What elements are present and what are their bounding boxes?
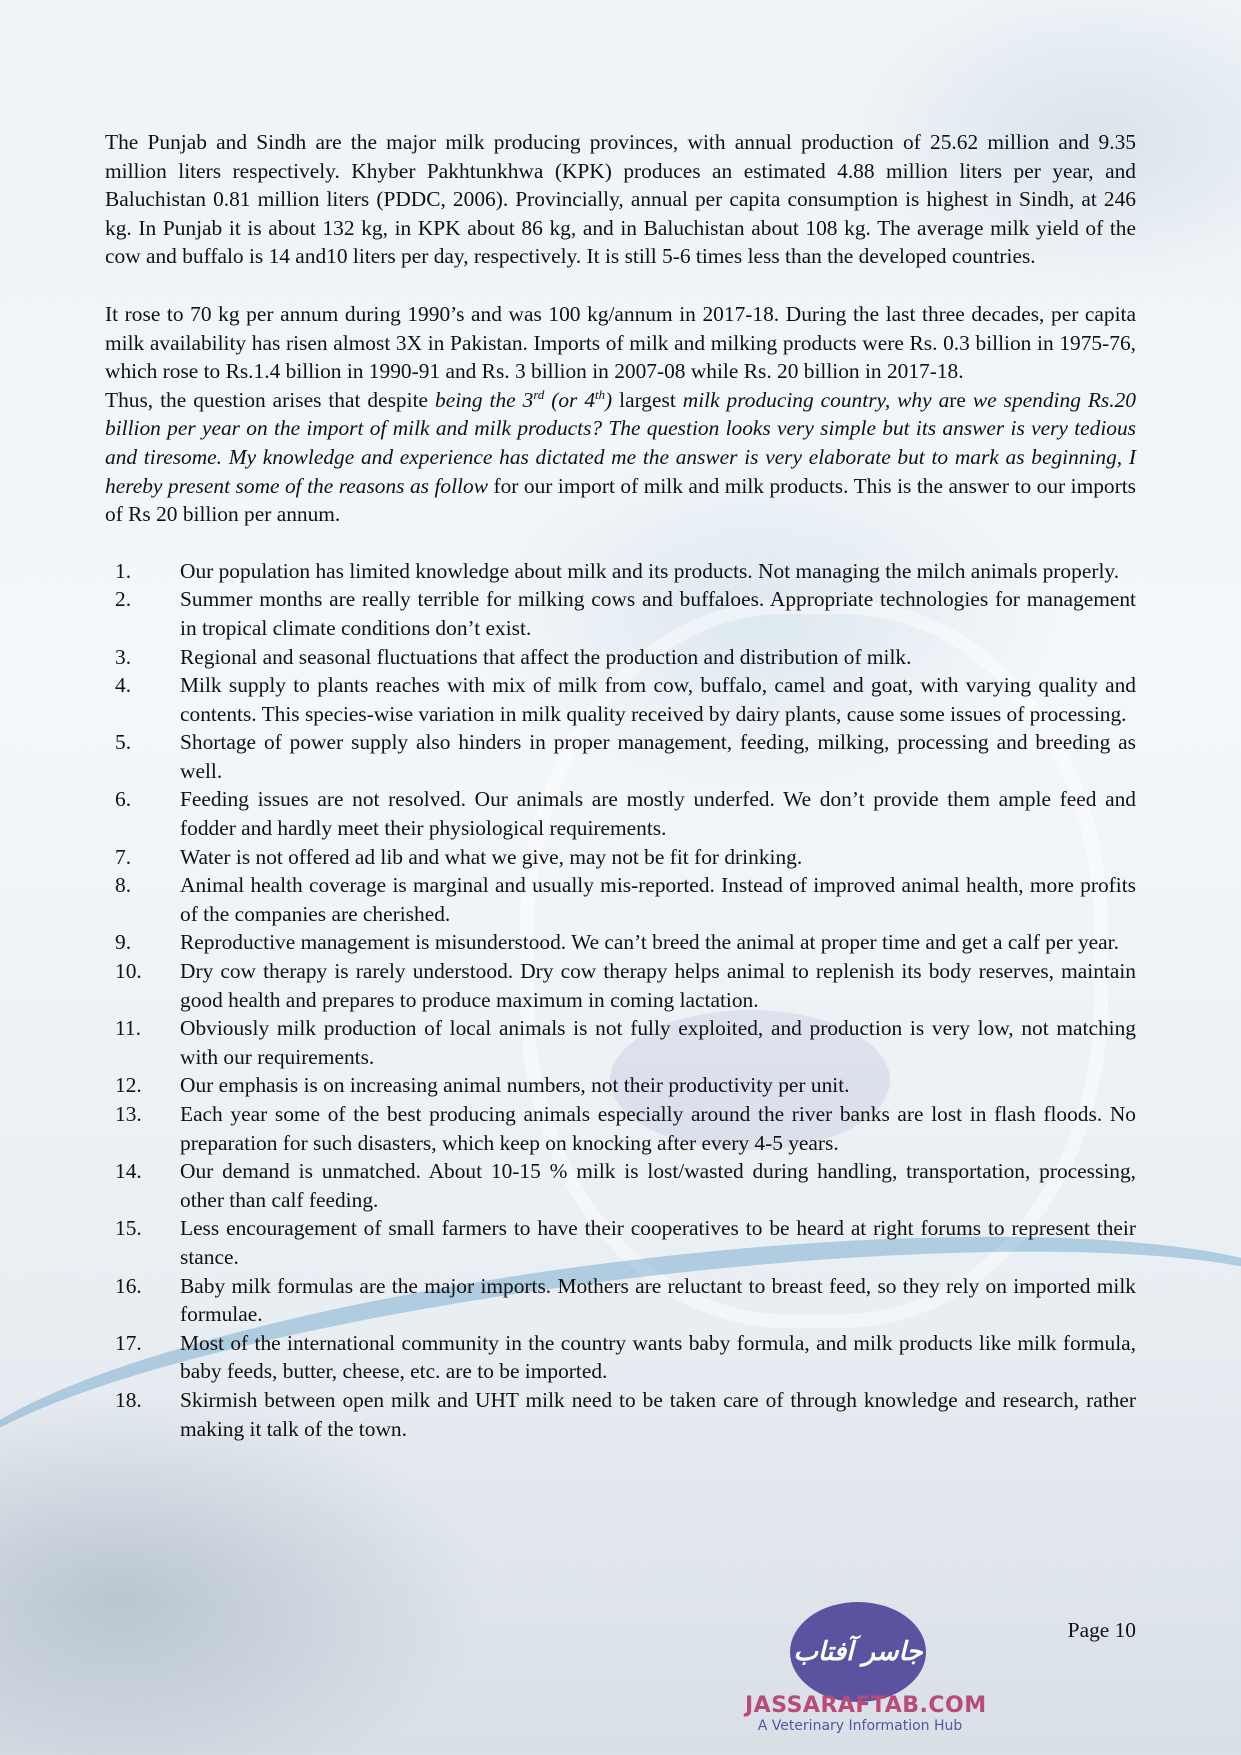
list-item-number: 8. — [115, 873, 132, 898]
question-text-d: ) — [605, 387, 613, 412]
list-item — [105, 928, 1136, 957]
list-item — [105, 728, 1136, 785]
list-item-number: 7. — [115, 844, 132, 869]
logo-urdu-text: جاسر آفتاب — [793, 1637, 923, 1667]
list-item-text: Milk supply to plants reaches with mix of milk from cow, buffalo, camel and goat, with varying quality and contents. This species-wise variation in milk quality received by dairy plants, cause some issues of processing. — [180, 673, 1136, 726]
list-item — [105, 1329, 1136, 1386]
brand-tagline: A Veterinary Information Hub — [757, 1718, 963, 1734]
list-item-number: 11. — [115, 1016, 141, 1041]
list-item-number: 17. — [115, 1330, 142, 1355]
list-item-number: 3. — [115, 644, 132, 669]
reasons-list — [105, 557, 1136, 1443]
brand-name: JASSARAFTAB.COM — [745, 1693, 987, 1718]
page-number: Page 10 — [1067, 1618, 1136, 1642]
question-text-h: we spending Rs.20 billion per year on the import of milk and milk products? The question looks very simple but its answer is very tedious and tiresome. My knowledge and experience has dictated me the answer is very elaborate but to mark as beginning, I hereby present some of the reasons as follow — [105, 387, 1136, 498]
list-item — [105, 585, 1136, 642]
list-item — [105, 557, 1136, 586]
list-item — [105, 1014, 1136, 1071]
list-item-text: Most of the international community in the country wants baby formula, and milk products like milk formula, baby feeds, butter, cheese, etc. are to be imported. — [180, 1330, 1136, 1384]
list-item-text: Regional and seasonal fluctuations that affect the production and distribution of milk. — [180, 644, 912, 669]
list-item-text: Dry cow therapy is rarely understood. Dry cow therapy helps animal to replenish its body reserves, maintain good health and prepares to produce maximum in coming lactation. — [180, 959, 1136, 1012]
list-item-number: 14. — [115, 1159, 142, 1184]
question-text-g: re — [949, 387, 973, 412]
list-item-text: Reproductive management is misunderstood. We can’t breed the animal at proper time and get a calf per year. — [180, 930, 1119, 955]
question-text-c: (or 4 — [544, 387, 596, 412]
list-item — [105, 643, 1136, 672]
superscript-th: th — [595, 387, 606, 402]
list-item-text: Our demand is unmatched. About 10-15 % milk is lost/wasted during handling, transportation, processing, other than calf feeding. — [180, 1159, 1136, 1212]
list-item — [105, 1100, 1136, 1157]
question-text-b: being the 3 — [435, 387, 534, 412]
list-item-text: Less encouragement of small farmers to have their cooperatives to be heard at right forums to represent their stance. — [180, 1216, 1136, 1269]
list-item-text: Our emphasis is on increasing animal numbers, not their productivity per unit. — [180, 1073, 850, 1098]
list-item — [105, 1386, 1136, 1443]
paragraph-production: The Punjab and Sindh are the major milk producing provinces, with annual production of 25.62 million and 9.35 million liters respectively. Khyber Pakhtunkhwa (KPK) produces an estimated 4.88 million liters per year, and Baluchistan 0.81 million liters (PDDC, 2006). Provincially, annual per capita consumption is highest in Sindh, at 246 kg. In Punjab it is about 132 kg, in KPK about 86 kg, and in Baluchistan about 108 kg. The average milk yield of the cow and buffalo is 14 and10 liters per day, respectively. It is still 5-6 times less than the developed countries. — [105, 130, 1136, 269]
question-text-i: for our import of milk and milk products. This is the answer to our imports of Rs 20 billion per annum. — [105, 473, 1136, 527]
list-item-number: 15. — [115, 1216, 142, 1241]
list-item-text: Feeding issues are not resolved. Our animals are mostly underfed. We don’t provide them ample feed and fodder and hardly meet their physiological requirements. — [180, 787, 1136, 841]
list-item-number: 4. — [115, 673, 132, 698]
list-item — [105, 843, 1136, 872]
list-item-number: 13. — [115, 1102, 142, 1126]
list-item-number: 10. — [115, 959, 142, 984]
list-item-number: 1. — [115, 558, 132, 583]
list-item-number: 18. — [115, 1387, 142, 1412]
list-item-text: Shortage of power supply also hinders in proper management, feeding, milking, processing and breeding as well. — [180, 730, 1136, 783]
list-item-number: 9. — [115, 930, 132, 955]
list-item-text: Water is not offered ad lib and what we give, may not be fit for drinking. — [180, 844, 803, 869]
list-item-text: Skirmish between open milk and UHT milk need to be taken care of through knowledge and research, rather making it talk of the town. — [180, 1387, 1136, 1441]
list-item-text: Summer months are really terrible for milking cows and buffaloes. Appropriate technologies for management in tropical climate conditions don’t exist. — [180, 587, 1136, 640]
list-item — [105, 1214, 1136, 1271]
list-item-number: 16. — [115, 1273, 142, 1298]
question-text-f: milk producing country, why a — [682, 387, 950, 412]
paragraph-question — [105, 386, 1136, 529]
list-item — [105, 671, 1136, 728]
list-item — [105, 1157, 1136, 1214]
list-item — [105, 1272, 1136, 1329]
list-item-text: Our population has limited knowledge about milk and its products. Not managing the milch animals properly. — [180, 558, 1120, 583]
list-item — [105, 871, 1136, 928]
list-item-text: Each year some of the best producing animals especially around the river banks are lost in flash floods. No preparation for such disasters, which keep on knocking after every 4-5 years. — [180, 1102, 1136, 1155]
list-item-text: Baby milk formulas are the major imports. Mothers are reluctant to breast feed, so they rely on imported milk formulae. — [180, 1273, 1136, 1327]
superscript-rd: rd — [533, 387, 545, 402]
jassaraftab-logo — [790, 1602, 926, 1702]
paragraph-imports: It rose to 70 kg per annum during 1990’s and was 100 kg/annum in 2017-18. During the last three decades, per capita milk availability has risen almost 3X in Pakistan. Imports of milk and milking products were Rs. 0.3 billion in 1975-76, which rose to Rs.1.4 billion in 1990-91 and Rs. 3 billion in 2007-08 while Rs. 20 billion in 2017-18. — [105, 301, 1136, 384]
list-item — [105, 785, 1136, 842]
question-text-a: Thus, the question arises that despite — [105, 387, 435, 412]
question-text-e: largest — [612, 387, 683, 412]
page-content — [105, 128, 1136, 1443]
list-item-text: Animal health coverage is marginal and usually mis-reported. Instead of improved animal health, more profits of the companies are cherished. — [180, 873, 1136, 926]
list-item-number: 6. — [115, 787, 132, 812]
list-item — [105, 957, 1136, 1014]
list-item-number: 12. — [115, 1073, 142, 1098]
list-item-number: 2. — [115, 587, 132, 612]
list-item-number: 5. — [115, 730, 132, 755]
list-item-text: Obviously milk production of local animals is not fully exploited, and production is very low, not matching with our requirements. — [180, 1016, 1136, 1069]
list-item — [105, 1071, 1136, 1100]
